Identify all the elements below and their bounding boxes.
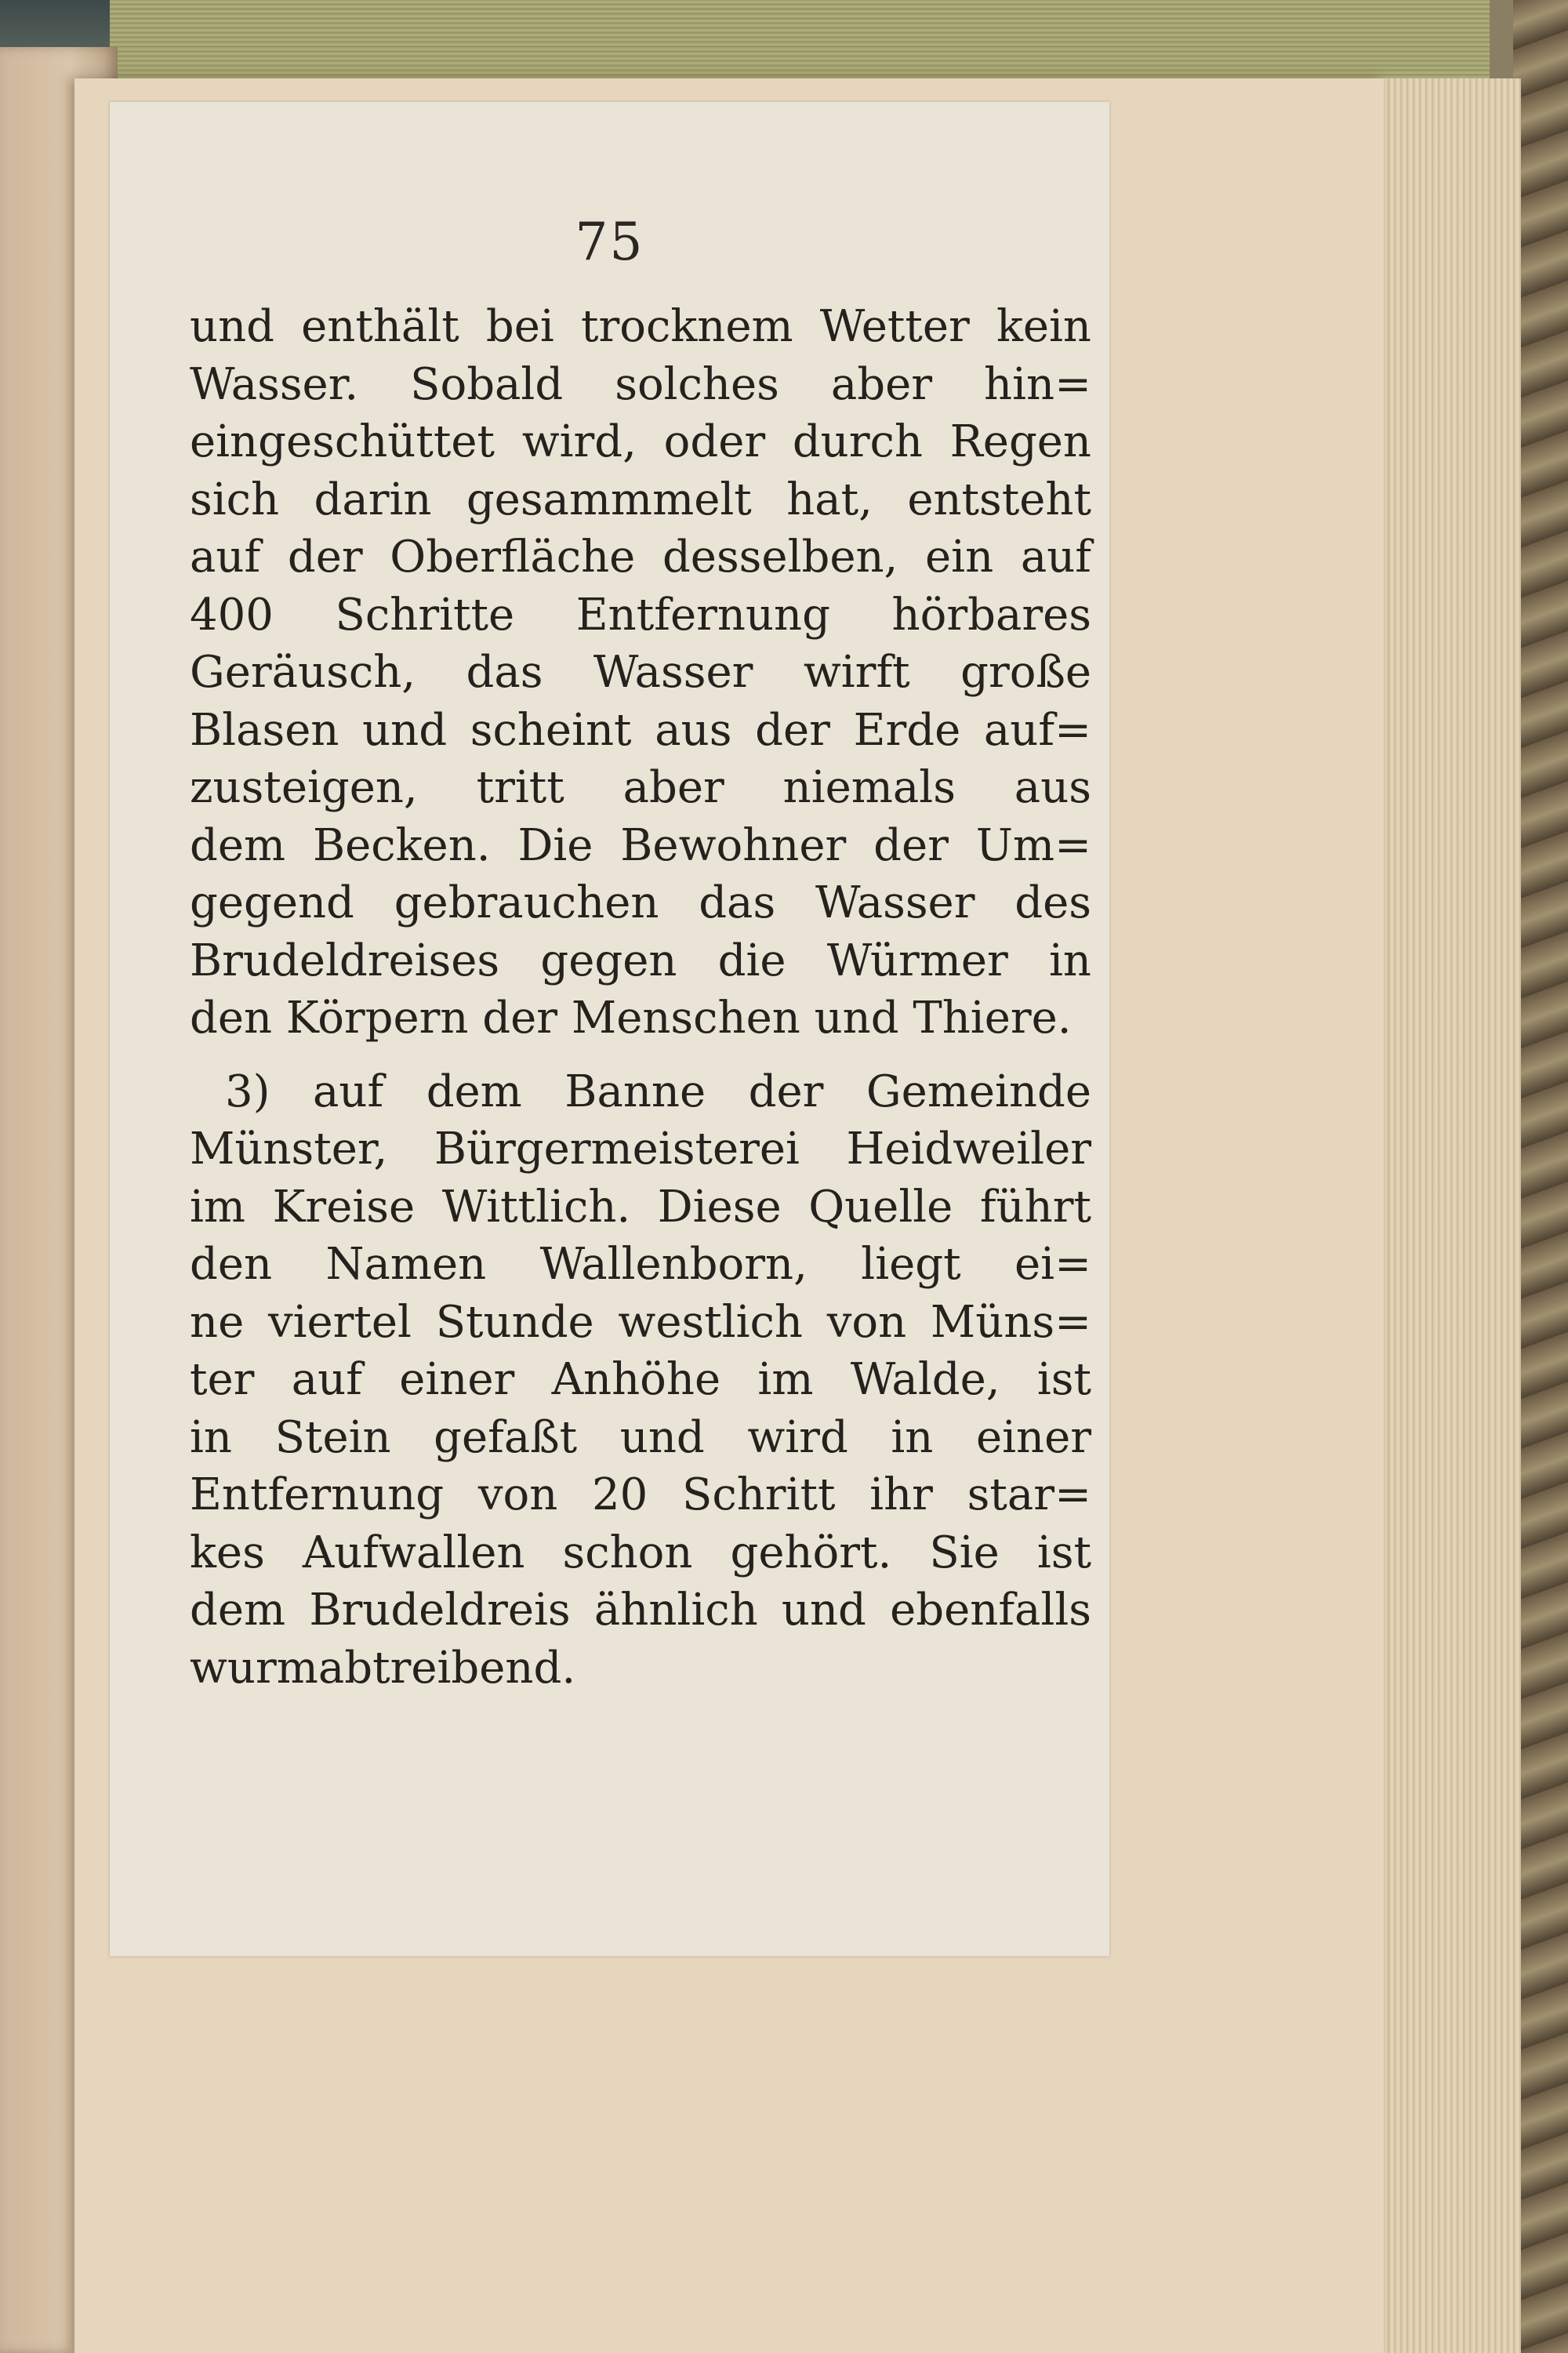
text-line: eingeschüttet wird, oder durch Regen xyxy=(190,416,1091,467)
text-line: auf der Oberfläche desselben, ein auf xyxy=(190,532,1091,583)
text-line: und enthält bei trocknem Wetter kein xyxy=(190,301,1091,352)
text-line: kes Aufwallen schon gehört. Sie ist xyxy=(190,1527,1091,1578)
book-page xyxy=(74,78,1384,2353)
text-line: Entfernung von 20 Schritt ihr star= xyxy=(190,1469,1091,1520)
text-line: 400 Schritte Entfernung hörbares xyxy=(190,589,1091,641)
paragraph-1 xyxy=(190,298,1091,1048)
paragraph-2 xyxy=(190,1063,1091,1698)
text-line: gegend gebrauchen das Wasser des xyxy=(190,877,1091,928)
text-line: den Namen Wallenborn, liegt ei= xyxy=(190,1239,1091,1290)
background-surface xyxy=(1513,0,1568,2353)
text-line: ne viertel Stunde westlich von Müns= xyxy=(190,1296,1091,1348)
paragraph-gap xyxy=(190,1048,1091,1063)
page-edges-right xyxy=(1364,78,1521,2353)
text-line: 3) auf dem Banne der Gemeinde xyxy=(225,1066,1091,1117)
text-line: Blasen und scheint aus der Erde auf= xyxy=(190,704,1091,756)
text-line: den Körpern der Menschen und Thiere. xyxy=(190,993,1072,1044)
text-line: in Stein gefaßt und wird in einer xyxy=(190,1411,1091,1463)
text-line: sich darin gesammmelt hat, entsteht xyxy=(190,474,1091,525)
text-line: dem Becken. Die Bewohner der Um= xyxy=(190,819,1091,871)
page-number: 75 xyxy=(575,212,644,272)
text-line: Geräusch, das Wasser wirft große xyxy=(190,647,1091,698)
text-line: wurmabtreibend. xyxy=(190,1642,576,1694)
text-line: Münster, Bürgermeisterei Heidweiler xyxy=(190,1124,1091,1175)
text-line: ter auf einer Anhöhe im Walde, ist xyxy=(190,1354,1091,1405)
text-line: dem Brudeldreis ähnlich und ebenfalls xyxy=(190,1585,1091,1636)
page-text xyxy=(190,298,1091,1697)
pasted-paper-insert xyxy=(110,102,1109,1956)
text-line: Brudeldreises gegen die Würmer in xyxy=(190,935,1091,986)
text-line: zusteigen, tritt aber niemals aus xyxy=(190,762,1091,813)
text-line: Wasser. Sobald solches aber hin= xyxy=(190,358,1091,410)
text-line: im Kreise Wittlich. Diese Quelle führt xyxy=(190,1181,1091,1233)
